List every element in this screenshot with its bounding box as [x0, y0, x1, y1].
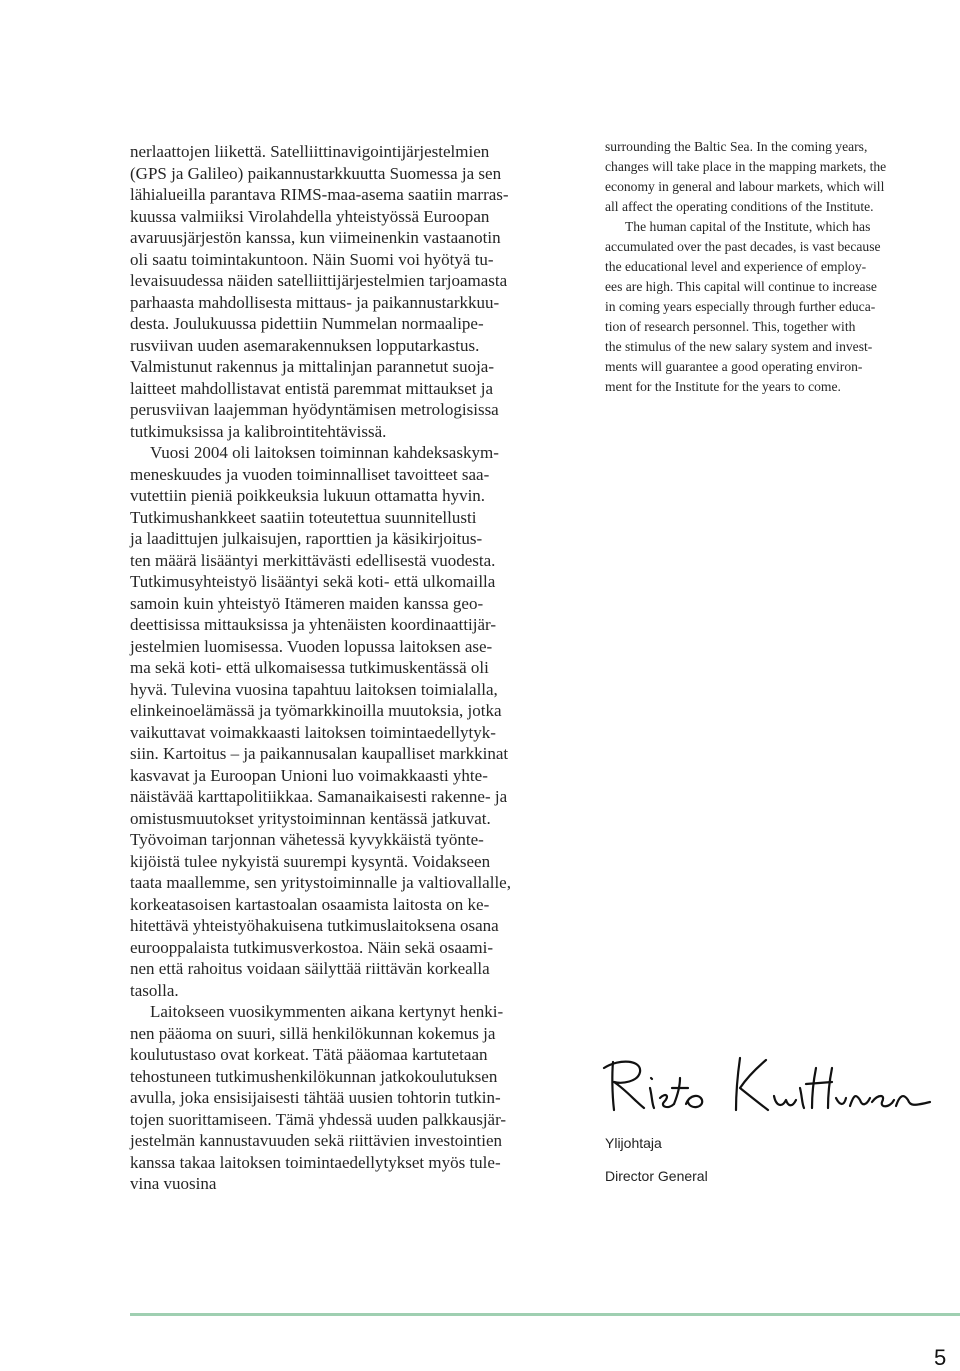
text-line: all affect the operating conditions of the Institute.	[605, 199, 874, 214]
text-line: accumulated over the past decades, is vast because	[605, 239, 881, 254]
text-line: nen että rahoitus voidaan säilyttää riittävän korkealla	[130, 959, 490, 978]
text-line: kuussa valmiiksi Virolahdella yhteistyössä Euroopan	[130, 206, 490, 226]
page-number: 5	[934, 1345, 947, 1370]
text-line: hitettävä yhteistyöhakuisena tutkimuslaitoksena osana	[130, 916, 499, 935]
text-line: Tutkimusyhteistyö lisääntyi sekä koti- että ulkomailla	[130, 572, 496, 591]
text-line: jestelmän kannustavuuden sekä riittävien investointien	[130, 1131, 503, 1150]
text-line: Työvoiman tarjonnan vähetessä kyvykkäistä työnte-	[130, 830, 484, 849]
text-line: tutkimuksissa ja kalibrointitehtävissä.	[130, 421, 387, 441]
text-line: avaruusjärjestön kanssa, kun viimeinenkin vastaanotin	[130, 228, 501, 247]
text-line: (GPS ja Galileo) paikannustarkkuutta Suomessa ja sen	[130, 163, 502, 183]
body-text-english	[605, 137, 940, 397]
text-line: Tutkimushankkeet saatiin toteutettua suunnitellusti	[130, 507, 477, 527]
text-line: ees are high. This capital will continue to increase	[605, 279, 877, 294]
text-line: levaisuudessa näiden satelliittijärjestelmien tarjoamasta	[130, 271, 508, 290]
text-line: koulutustaso ovat korkeat. Tätä pääomaa kartutetaan	[130, 1045, 488, 1064]
text-line: kijöistä tulee nykyistä suurempi kysyntä. Voidakseen	[130, 851, 491, 871]
text-line: Vuosi 2004 oli laitoksen toiminnan kahdeksaskym-	[150, 443, 499, 462]
text-line: vaikuttavat voimakkaasti laitoksen toimintaedellytyk-	[130, 722, 496, 742]
text-line: ja laadittujen julkaisujen, raporttien ja käsikirjoitus-	[130, 529, 483, 548]
text-line: laitteet mahdollistavat entistä paremmat mittaukset ja	[130, 378, 494, 398]
signatory-title-finnish: Ylijohtaja	[605, 1135, 662, 1151]
text-line: desta. Joulukuussa pidettiin Nummelan normaalipe-	[130, 314, 484, 333]
text-line: perusviivan laajemman hyödyntämisen metrologisissa	[130, 400, 499, 419]
text-line: Laitokseen vuosikymmenten aikana kertynyt henki-	[150, 1002, 504, 1021]
text-line: kanssa takaa laitoksen toimintaedellytykset myös tule-	[130, 1152, 501, 1172]
text-line: samoin kuin yhteistyö Itämeren maiden kanssa geo-	[130, 593, 484, 613]
text-line: ments will guarantee a good operating environ-	[605, 359, 863, 374]
text-line: The human capital of the Institute, which has	[625, 219, 871, 234]
text-line: ment for the Institute for the years to come.	[605, 379, 841, 394]
text-line: näistävää karttapolitiikkaa. Samanaikaisesti rakenne- ja	[130, 787, 508, 806]
text-line: omistusmuutokset yritystoiminnan kentässä jatkuvat.	[130, 808, 491, 828]
text-line: eurooppalaista tutkimusverkostoa. Näin sekä osaami-	[130, 937, 494, 957]
text-line: in coming years especially through further educa-	[605, 299, 876, 314]
text-line: ma sekä koti- että ulkomaisessa tutkimuskentässä oli	[130, 658, 489, 677]
text-line: hyvä. Tulevina vuosina tapahtuu laitoksen toimialalla,	[130, 679, 498, 699]
text-line: tasolla.	[130, 980, 179, 1000]
text-line: elinkeinoelämässä ja työmarkkinoilla muutoksia, jotka	[130, 701, 502, 720]
text-line: economy in general and labour markets, which will	[605, 179, 885, 194]
text-line: vina vuosina	[130, 1174, 217, 1193]
text-line: nerlaattojen liikettä. Satelliittinavigointijärjestelmien	[130, 142, 490, 161]
signatory-title-english: Director General	[605, 1168, 708, 1184]
text-line: avulla, joka ensisijaisesti tähtää uusien tohtorin tutkin-	[130, 1088, 501, 1107]
text-line: vutettiin pieniä poikkeuksia lukuun ottamatta hyvin.	[130, 486, 486, 505]
text-line: tion of research personnel. This, together with	[605, 319, 856, 334]
text-line: jestelmien luomisessa. Vuoden lopussa laitoksen ase-	[130, 636, 493, 656]
text-line: deettisissa mittauksissa ja yhtenäisten koordinaattijär-	[130, 615, 497, 634]
text-line: oli saatu toimintakuntoon. Näin Suomi voi hyötyä tu-	[130, 249, 494, 269]
text-line: kasvavat ja Euroopan Unioni luo voimakkaasti yhte-	[130, 765, 488, 785]
text-line: surrounding the Baltic Sea. In the coming years,	[605, 139, 868, 154]
text-line: tehostuneen tutkimushenkilökunnan jatkokoulutuksen	[130, 1066, 498, 1086]
text-line: the stimulus of the new salary system and invest-	[605, 339, 873, 354]
text-line: siin. Kartoitus – ja paikannusalan kaupalliset markkinat	[130, 744, 509, 763]
text-line: changes will take place in the mapping markets, the	[605, 159, 887, 174]
body-text-finnish	[130, 141, 550, 1195]
text-line: ten määrä lisääntyi merkittävästi edellisestä vuodesta.	[130, 550, 496, 570]
text-line: meneskuudes ja vuoden toiminnalliset tavoitteet saa-	[130, 464, 490, 484]
text-line: Valmistunut rakennus ja mittalinjan parannetut suoja-	[130, 357, 494, 376]
text-line: korkeatasoisen kartastoalan osaamista laitosta on ke-	[130, 894, 490, 914]
signature-image	[600, 1048, 940, 1123]
text-line: the educational level and experience of employ-	[605, 259, 867, 274]
footer-divider	[130, 1313, 960, 1316]
text-line: tojen suorittamiseen. Tämä yhdessä uuden palkkausjär-	[130, 1109, 507, 1129]
text-line: parhaasta mahdollisesta mittaus- ja paikannustarkkuu-	[130, 292, 500, 312]
text-line: taata maallemme, sen yritystoiminnalle ja valtiovallalle,	[130, 873, 511, 892]
text-line: lähialueilla parantava RIMS-maa-asema saatiin marras-	[130, 185, 509, 204]
text-line: rusviivan uuden asemarakennuksen lopputarkastus.	[130, 335, 480, 355]
text-line: nen pääoma on suuri, sillä henkilökunnan kokemus ja	[130, 1023, 496, 1043]
